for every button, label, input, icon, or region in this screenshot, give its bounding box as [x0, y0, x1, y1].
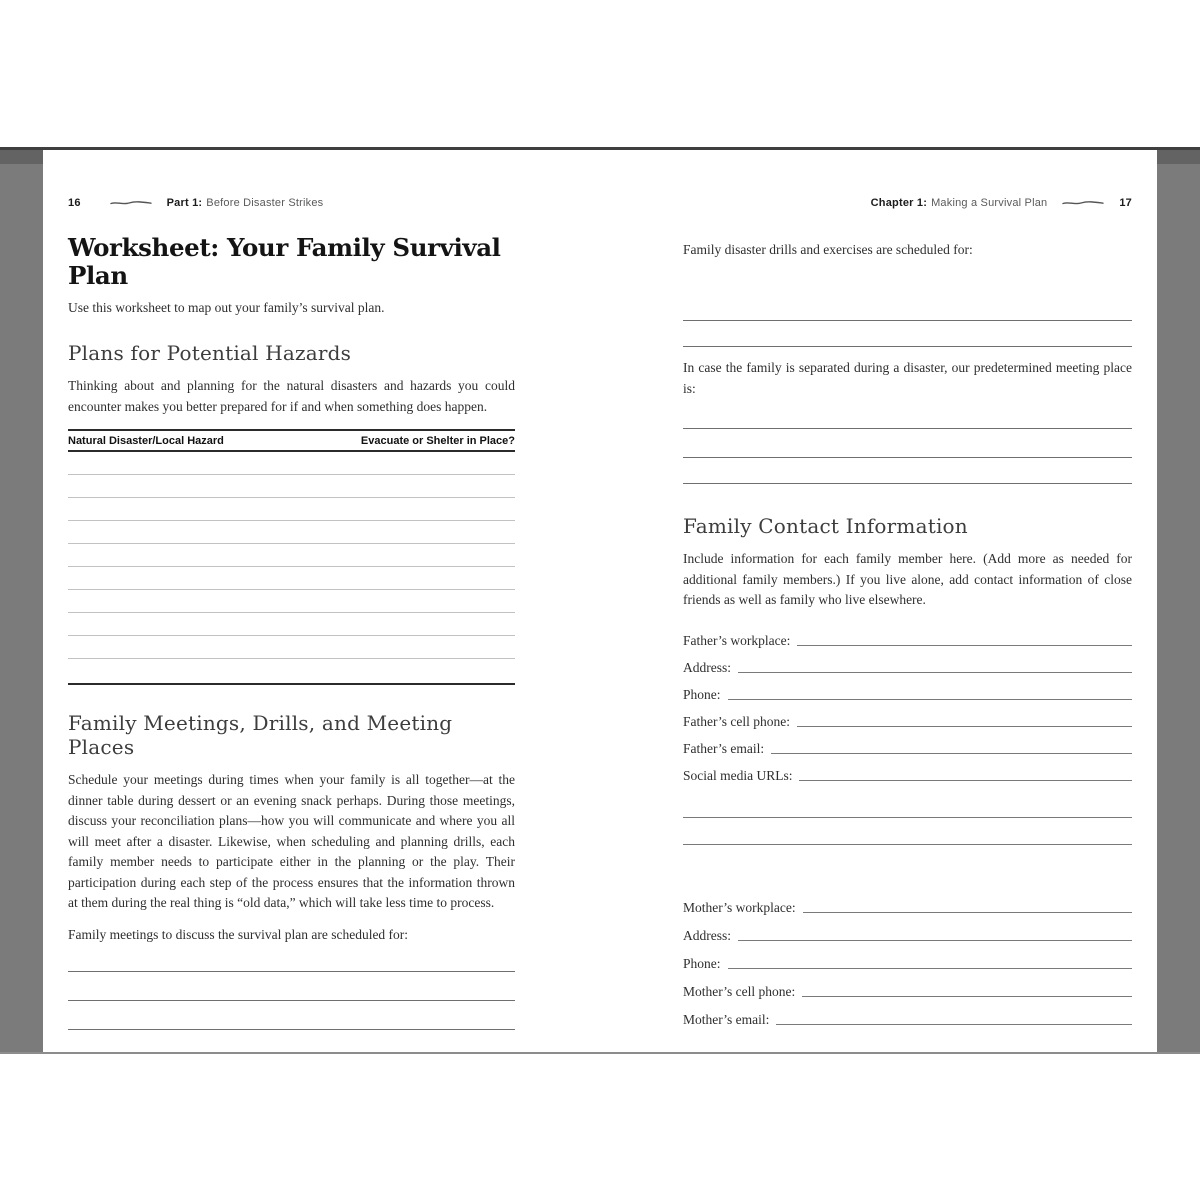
hazard-table-row	[68, 567, 515, 590]
write-in-line	[799, 780, 1132, 781]
write-in-line	[797, 645, 1132, 646]
running-head-right	[683, 197, 1132, 209]
write-in-line	[776, 1024, 1132, 1025]
field-label: Social media URLs:	[683, 767, 793, 783]
part-title: Before Disaster Strikes	[206, 197, 324, 209]
hazard-table-row	[68, 521, 515, 544]
contact-field-row	[683, 917, 1132, 945]
meetings-body: Schedule your meetings during times when your family is all together—at the dinner table during dessert or an evening snack perhaps. During those meetings, discuss your reconciliation plans—how you will communicate and where you all will meet after a disaster. Likewise, when scheduling and planning drills, each family member needs to participate either in the planning or the play. Their participation during each step of the process ensures that the information thrown at them during the real thing is “old data,” which will take less time to process.	[68, 772, 515, 910]
hazard-table-row	[68, 475, 515, 498]
contact-field-row	[683, 973, 1132, 1001]
contact-field-row	[683, 650, 1132, 677]
field-label: Father’s workplace:	[683, 632, 791, 648]
write-in-line	[68, 1001, 515, 1030]
page-title: Worksheet: Your Family Survival Plan	[68, 233, 501, 290]
squiggle-icon	[109, 198, 153, 208]
section-heading-contact: Family Contact Information	[683, 514, 968, 538]
field-label: Father’s cell phone:	[683, 713, 790, 729]
write-in-line	[683, 791, 1132, 818]
write-in-line	[68, 943, 515, 972]
page-left	[43, 150, 600, 1052]
write-in-line	[738, 672, 1132, 673]
hazard-col2-header: Evacuate or Shelter in Place?	[360, 434, 515, 447]
write-in-line	[683, 818, 1132, 845]
hazards-body: Thinking about and planning for the natural disasters and hazards you could encounter makes you better prepared for if and when something does happen.	[68, 378, 515, 414]
write-in-line	[802, 996, 1132, 997]
squiggle-icon	[1061, 198, 1105, 208]
book-bottom-edge	[0, 1052, 1200, 1054]
page-right	[600, 150, 1157, 1052]
hazard-col1-header: Natural Disaster/Local Hazard	[68, 434, 224, 447]
write-in-line	[683, 429, 1132, 458]
field-label: Phone:	[683, 955, 721, 971]
book-cover-left	[0, 150, 43, 1052]
contact-field-row	[683, 731, 1132, 758]
mother-contact-fields	[683, 889, 1132, 1029]
write-in-line	[683, 403, 1132, 429]
field-label: Address:	[683, 927, 731, 943]
contact-field-row	[683, 889, 1132, 917]
part-label: Part 1:	[166, 197, 203, 209]
hazard-table-row	[68, 452, 515, 475]
field-label: Father’s email:	[683, 740, 765, 756]
book-cover-right	[1157, 150, 1200, 1052]
write-in-line	[738, 940, 1132, 941]
field-label: Mother’s cell phone:	[683, 983, 796, 999]
write-in-line	[683, 292, 1132, 321]
chapter-label: Chapter 1:	[870, 197, 928, 209]
hazard-table-row	[68, 613, 515, 636]
write-in-line	[771, 753, 1132, 754]
contact-body: Include information for each family member here. (Add more as needed for additional family members.) If you live alone, add contact information of close friends as well as family who live elsewhere.	[683, 551, 1132, 607]
write-in-line	[68, 972, 515, 1001]
write-in-line	[683, 321, 1132, 347]
page-number-right: 17	[1119, 197, 1132, 209]
meeting-place-prompt: In case the family is separated during a disaster, our predetermined meeting place is:	[683, 360, 1132, 396]
page-number-left: 16	[68, 197, 81, 209]
section-heading-hazards: Plans for Potential Hazards	[68, 341, 352, 365]
hazard-table-header	[68, 429, 515, 452]
write-in-line	[728, 699, 1132, 700]
write-in-line	[797, 726, 1132, 727]
hazard-table-row	[68, 636, 515, 659]
father-contact-fields	[683, 623, 1132, 785]
section-heading-meetings: Family Meetings, Drills, and Meeting Places	[68, 711, 453, 759]
field-label: Phone:	[683, 686, 721, 702]
write-in-line	[803, 912, 1132, 913]
book-spread	[43, 150, 1157, 1052]
write-in-line	[728, 968, 1132, 969]
contact-field-row	[683, 677, 1132, 704]
hazard-table-row	[68, 498, 515, 521]
drills-prompt: Family disaster drills and exercises are scheduled for:	[683, 242, 973, 257]
meetings-prompt: Family meetings to discuss the survival plan are scheduled for:	[68, 926, 409, 942]
hazard-table-row	[68, 659, 515, 685]
intro-text: Use this worksheet to map out your family’s survival plan.	[68, 300, 385, 315]
field-label: Mother’s email:	[683, 1011, 770, 1027]
field-label: Mother’s workplace:	[683, 899, 796, 915]
contact-field-row	[683, 758, 1132, 785]
hazard-table-row	[68, 590, 515, 613]
hazard-table-row	[68, 544, 515, 567]
contact-field-row	[683, 704, 1132, 731]
contact-field-row	[683, 945, 1132, 973]
chapter-title: Making a Survival Plan	[931, 197, 1048, 209]
hazard-table	[68, 429, 515, 685]
contact-field-row	[683, 1001, 1132, 1029]
contact-field-row	[683, 623, 1132, 650]
write-in-line	[683, 458, 1132, 484]
field-label: Address:	[683, 659, 731, 675]
running-head-left	[68, 197, 515, 209]
extra-write-in-lines	[683, 791, 1132, 845]
